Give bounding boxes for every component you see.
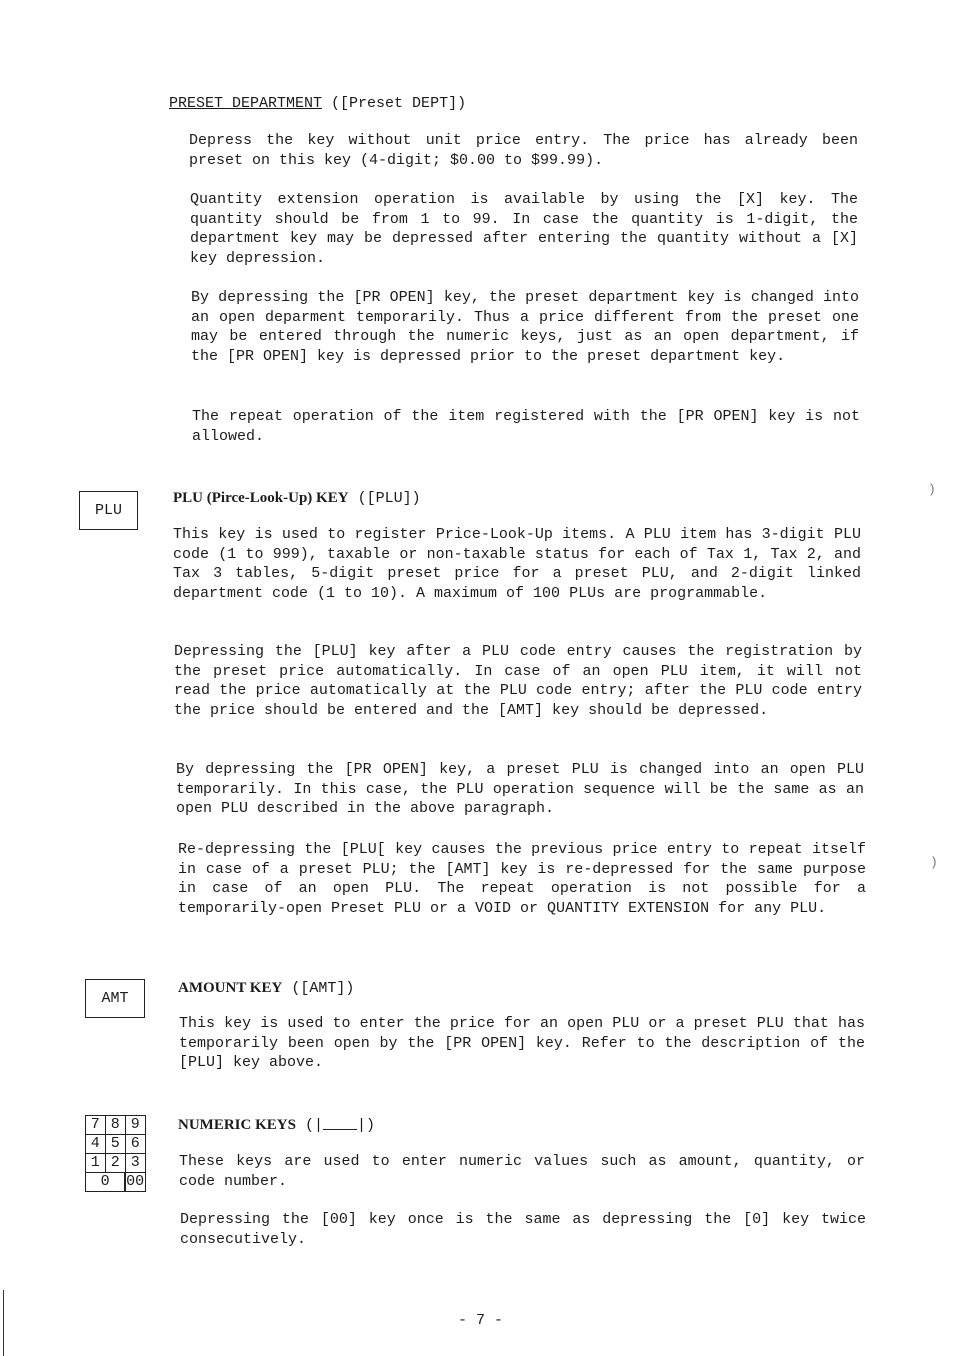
paragraph: The repeat operation of the item registered with the [PR OPEN] key is not allowed. xyxy=(192,408,860,445)
key-label: PLU xyxy=(94,502,122,519)
paragraph: Quantity extension operation is available by using the [X] key. The quantity should be from 1 to 99. In case the quantity is 1-digit, the department key may be depressed after entering the quantity without a [X] key depression. xyxy=(190,191,858,267)
section-heading xyxy=(169,94,869,114)
heading-key-ref-close: |) xyxy=(356,1117,375,1134)
blank-key-icon xyxy=(323,1115,357,1130)
keypad-row xyxy=(86,1173,146,1192)
page-number: - 7 - xyxy=(458,1312,504,1329)
section-heading xyxy=(178,978,878,999)
margin-mark: ) xyxy=(930,855,938,870)
numeric-keys-section xyxy=(178,1115,878,1136)
keypad-key: 6 xyxy=(125,1134,147,1155)
paragraph: This key is used to enter the price for an open PLU or a preset PLU that has temporarily been open by the [PR OPEN] key. Refer to the description of the [PLU] key above. xyxy=(179,1015,865,1071)
keypad-key: 8 xyxy=(105,1115,127,1136)
keypad-key: 9 xyxy=(125,1115,147,1136)
heading-key-ref: ([PLU]) xyxy=(357,490,421,507)
keypad-key: 1 xyxy=(85,1153,107,1174)
heading-key-ref: ([Preset DEPT]) xyxy=(331,95,467,112)
paragraph: Depressing the [00] key once is the same as depressing the [0] key twice consecutively. xyxy=(180,1211,866,1248)
paragraph: Depressing the [PLU] key after a PLU code entry causes the registration by the preset price automatically. In case of an open PLU item, it will not read the price automatically at the PLU code entry; after the PLU code entry the price should be entered and the [AMT] key should be depressed. xyxy=(174,643,862,719)
margin-mark: ) xyxy=(928,482,936,497)
keypad-row xyxy=(86,1116,146,1135)
heading-title: NUMERIC KEYS xyxy=(178,1117,296,1133)
section-heading xyxy=(173,488,873,509)
paragraph: By depressing the [PR OPEN] key, a preset PLU is changed into an open PLU temporarily. In this case, the PLU operation sequence will be the same as an open PLU described in the above paragraph. xyxy=(176,761,864,817)
heading-key-ref: ([AMT]) xyxy=(291,980,355,997)
preset-department-section xyxy=(169,94,869,114)
paragraph: Depress the key without unit price entry. The price has already been preset on this key (4-digit; $0.00 to $99.99). xyxy=(189,132,858,169)
plu-section xyxy=(173,488,873,509)
heading-title: PLU (Pirce-Look-Up) KEY xyxy=(173,490,349,506)
section-heading xyxy=(178,1115,878,1136)
paragraph: By depressing the [PR OPEN] key, the preset department key is changed into an open deparment temporarily. Thus a price different from the preset one may be entered through the numeric keys, just as an open department, if the [PR OPEN] key is depressed prior to the preset department key. xyxy=(191,289,859,365)
keypad-key: 7 xyxy=(85,1115,107,1136)
binding-edge-line xyxy=(3,1290,4,1356)
paragraph: This key is used to register Price-Look-Up items. A PLU item has 3-digit PLU code (1 to 999), taxable or non-taxable status for each of Tax 1, Tax 2, and Tax 3 tables, 5-digit preset price for a preset PLU, and 2-digit linked department code (1 to 10). A maximum of 100 PLUs are programmable. xyxy=(173,526,861,602)
amount-key-section xyxy=(178,978,878,999)
keypad-row xyxy=(86,1154,146,1173)
keypad-key: 2 xyxy=(105,1153,127,1174)
heading-title: PRESET DEPARTMENT xyxy=(169,95,323,112)
paragraph: These keys are used to enter numeric values such as amount, quantity, or code number. xyxy=(179,1153,865,1190)
keypad-key: 5 xyxy=(105,1134,127,1155)
amt-key-icon xyxy=(85,979,145,1018)
paragraph: Re-depressing the [PLU[ key causes the previous price entry to repeat itself in case of a preset PLU; the [AMT] key is re-depressed for the same purpose in case of an open PLU. The repeat operation is not possible for a temporarily-open Preset PLU or a VOID or QUANTITY EXTENSION for any PLU. xyxy=(178,841,866,917)
keypad-key: 4 xyxy=(85,1134,107,1155)
keypad-key: 00 xyxy=(126,1173,145,1191)
heading-key-ref-open: (| xyxy=(304,1117,323,1134)
keypad-row xyxy=(86,1135,146,1154)
numeric-keypad-icon xyxy=(86,1116,146,1192)
key-label: AMT xyxy=(101,990,129,1007)
heading-title: AMOUNT KEY xyxy=(178,980,283,996)
keypad-key: 3 xyxy=(125,1153,147,1174)
keypad-key: 0 xyxy=(85,1172,126,1193)
plu-key-icon xyxy=(79,491,138,530)
